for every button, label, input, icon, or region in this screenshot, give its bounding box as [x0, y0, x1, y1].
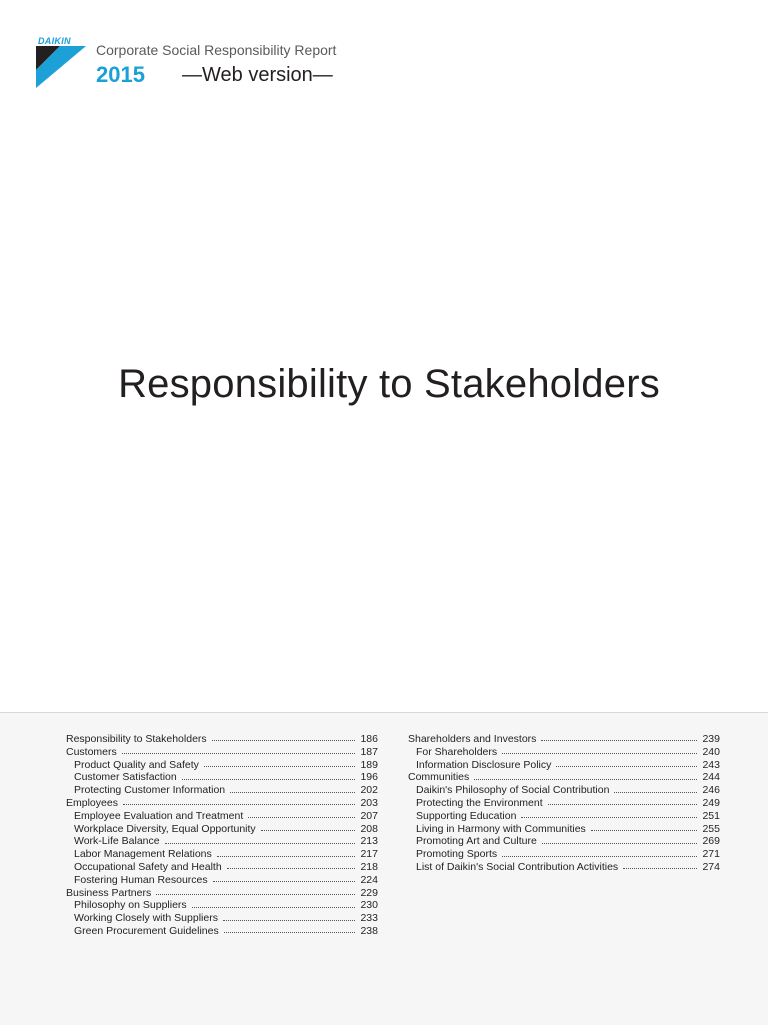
- toc-item-page: 251: [702, 809, 720, 822]
- toc-item[interactable]: [66, 810, 378, 823]
- toc-item[interactable]: [408, 823, 720, 836]
- toc-column-right: [408, 733, 720, 874]
- report-title: Corporate Social Responsibility Report: [96, 42, 337, 58]
- toc-leader-dots: [213, 880, 356, 882]
- toc-item-label: Protecting the Environment: [416, 796, 543, 809]
- toc-item-label: Information Disclosure Policy: [416, 758, 552, 771]
- report-year: 2015: [96, 62, 145, 87]
- toc-item[interactable]: [66, 861, 378, 874]
- toc-item-page: 274: [702, 860, 720, 873]
- toc-item-label: Green Procurement Guidelines: [74, 924, 219, 937]
- toc-item-page: 208: [360, 822, 378, 835]
- toc-item-label: Living in Harmony with Communities: [416, 822, 586, 835]
- toc-item-label: Responsibility to Stakeholders: [66, 733, 207, 745]
- toc-item[interactable]: [408, 784, 720, 797]
- toc-item-label: Shareholders and Investors: [408, 733, 537, 745]
- logo-wordmark: DAIKIN: [38, 36, 71, 46]
- toc-item-page: 249: [702, 796, 720, 809]
- toc-item-page: 213: [360, 835, 378, 848]
- toc-item-label: Fostering Human Resources: [74, 873, 208, 886]
- toc-item[interactable]: [66, 887, 378, 900]
- toc-item[interactable]: [66, 759, 378, 772]
- toc-leader-dots: [548, 803, 698, 805]
- toc-item-label: For Shareholders: [416, 745, 498, 758]
- page-title: Responsibility to Stakeholders: [118, 362, 660, 406]
- toc-item-page: 243: [702, 758, 720, 771]
- table-of-contents: [0, 712, 768, 1025]
- toc-item[interactable]: [66, 912, 378, 925]
- toc-item-page: 189: [360, 758, 378, 771]
- toc-item-page: 269: [702, 835, 720, 848]
- toc-item-page: 186: [360, 733, 378, 745]
- toc-item-page: 217: [360, 848, 378, 861]
- toc-leader-dots: [224, 931, 356, 933]
- toc-leader-dots: [192, 906, 356, 908]
- toc-item-label: Customer Satisfaction: [74, 771, 177, 784]
- toc-leader-dots: [230, 791, 355, 793]
- toc-item-page: 240: [702, 745, 720, 758]
- toc-item-label: Labor Management Relations: [74, 848, 212, 861]
- toc-item[interactable]: [408, 733, 720, 746]
- toc-item[interactable]: [66, 771, 378, 784]
- toc-item[interactable]: [66, 899, 378, 912]
- toc-leader-dots: [614, 791, 697, 793]
- toc-leader-dots: [541, 739, 697, 741]
- toc-leader-dots: [156, 893, 355, 895]
- toc-item-page: 233: [360, 912, 378, 925]
- toc-item-page: 238: [360, 924, 378, 937]
- report-header: [36, 38, 396, 98]
- toc-item-label: Workplace Diversity, Equal Opportunity: [74, 822, 256, 835]
- toc-item-label: Promoting Sports: [416, 848, 498, 861]
- toc-item-label: Customers: [66, 745, 117, 758]
- toc-item[interactable]: [66, 874, 378, 887]
- toc-leader-dots: [227, 867, 356, 869]
- toc-item-page: 230: [360, 899, 378, 912]
- toc-leader-dots: [474, 778, 697, 780]
- toc-item-page: 203: [360, 796, 378, 809]
- toc-leader-dots: [623, 867, 697, 869]
- toc-item-page: 202: [360, 784, 378, 797]
- toc-leader-dots: [502, 752, 697, 754]
- toc-item[interactable]: [408, 861, 720, 874]
- toc-leader-dots: [248, 816, 355, 818]
- toc-leader-dots: [502, 855, 697, 857]
- toc-leader-dots: [204, 765, 356, 767]
- toc-leader-dots: [165, 842, 356, 844]
- toc-leader-dots: [212, 739, 356, 741]
- toc-item-page: 239: [702, 733, 720, 745]
- toc-item[interactable]: [66, 733, 378, 746]
- toc-item-label: Employee Evaluation and Treatment: [74, 809, 244, 822]
- toc-item-label: Supporting Education: [416, 809, 517, 822]
- toc-item[interactable]: [408, 771, 720, 784]
- toc-leader-dots: [123, 803, 356, 805]
- toc-item-label: Philosophy on Suppliers: [74, 899, 187, 912]
- toc-item-label: Communities: [408, 771, 470, 784]
- toc-leader-dots: [217, 855, 356, 857]
- toc-item-label: Daikin's Philosophy of Social Contribution: [416, 784, 610, 797]
- toc-item[interactable]: [408, 759, 720, 772]
- toc-item-page: 244: [702, 771, 720, 784]
- toc-item-label: Protecting Customer Information: [74, 784, 226, 797]
- toc-item-label: Business Partners: [66, 886, 152, 899]
- toc-leader-dots: [521, 816, 697, 818]
- toc-item-page: 246: [702, 784, 720, 797]
- toc-item[interactable]: [66, 823, 378, 836]
- toc-item-page: 196: [360, 771, 378, 784]
- toc-item[interactable]: [66, 835, 378, 848]
- toc-leader-dots: [182, 778, 356, 780]
- toc-item[interactable]: [66, 746, 378, 759]
- toc-item-page: 207: [360, 809, 378, 822]
- toc-item-label: Working Closely with Suppliers: [74, 912, 218, 925]
- toc-leader-dots: [591, 829, 698, 831]
- toc-item-label: Occupational Safety and Health: [74, 860, 222, 873]
- toc-item-label: Employees: [66, 796, 118, 809]
- toc-item-page: 187: [360, 745, 378, 758]
- toc-item-page: 271: [702, 848, 720, 861]
- toc-item[interactable]: [66, 797, 378, 810]
- toc-item[interactable]: [408, 835, 720, 848]
- toc-leader-dots: [556, 765, 697, 767]
- toc-leader-dots: [223, 919, 356, 921]
- toc-item-label: List of Daikin's Social Contribution Activities: [416, 860, 619, 873]
- toc-item-page: 229: [360, 886, 378, 899]
- toc-item-page: 218: [360, 860, 378, 873]
- toc-column-left: [66, 733, 378, 938]
- toc-item[interactable]: [408, 848, 720, 861]
- toc-item-label: Promoting Art and Culture: [416, 835, 537, 848]
- toc-item-label: Product Quality and Safety: [74, 758, 199, 771]
- toc-leader-dots: [542, 842, 698, 844]
- toc-item[interactable]: [408, 797, 720, 810]
- toc-item[interactable]: [66, 784, 378, 797]
- toc-leader-dots: [122, 752, 356, 754]
- report-version: —Web version—: [182, 64, 333, 86]
- toc-item-page: 255: [702, 822, 720, 835]
- toc-item[interactable]: [408, 810, 720, 823]
- toc-item[interactable]: [66, 848, 378, 861]
- toc-item-page: 224: [360, 873, 378, 886]
- toc-item-label: Work-Life Balance: [74, 835, 160, 848]
- toc-item[interactable]: [66, 925, 378, 938]
- toc-leader-dots: [261, 829, 356, 831]
- toc-item[interactable]: [408, 746, 720, 759]
